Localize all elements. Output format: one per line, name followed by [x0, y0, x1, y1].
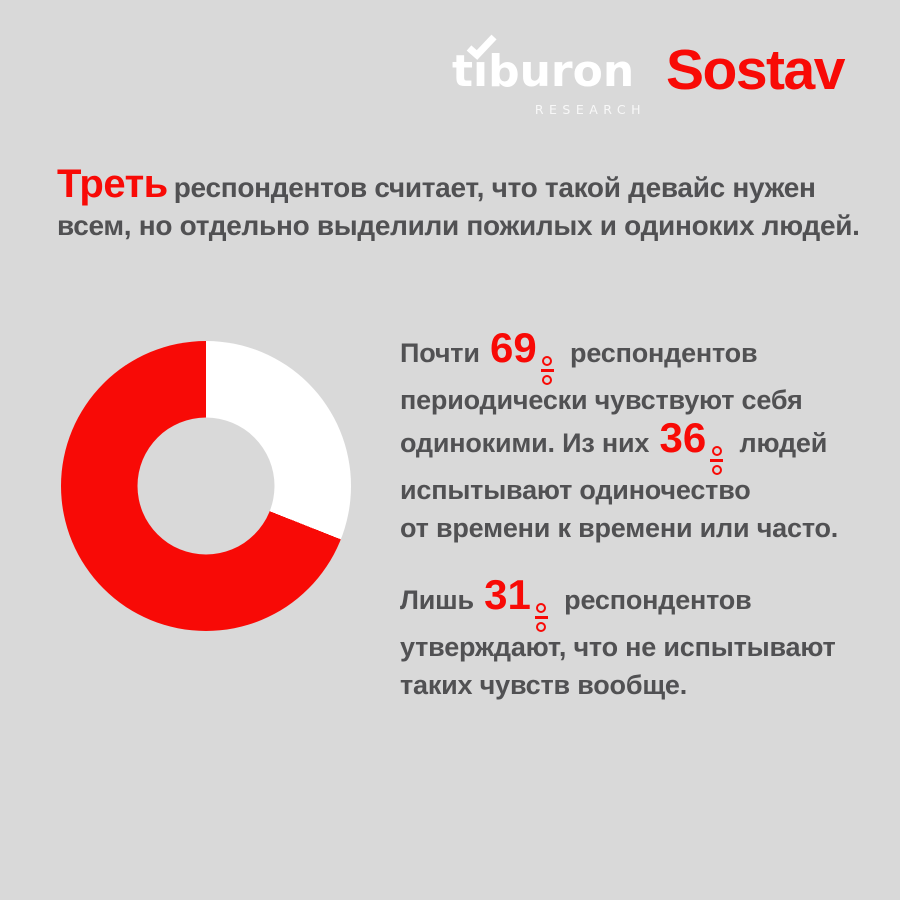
tiburon-logo: [452, 46, 648, 120]
stat-number-31: 31: [484, 571, 531, 618]
tiburon-wordmark: tıburon: [452, 46, 635, 97]
tiburon-research-label: RESEARCH: [534, 102, 646, 117]
stat-paragraph-1: [400, 324, 880, 547]
percent-icon: [710, 446, 723, 475]
headline: [57, 162, 862, 245]
p2-text: респондентов: [556, 585, 752, 615]
p2-text: таких чувств вообще.: [400, 670, 688, 700]
stat-number-69: 69: [490, 324, 537, 371]
percent-icon: [541, 356, 554, 385]
donut-hole: [138, 418, 275, 555]
stats-column: [400, 324, 880, 704]
p1-text: Почти: [400, 338, 488, 368]
p1-text: респондентов: [562, 338, 758, 368]
p2-text: утверждают, что не испытывают: [400, 632, 836, 662]
p1-text: людей: [732, 428, 828, 458]
headline-line2: всем, но отдельно выделили пожилых и одиноких людей.: [57, 210, 860, 241]
p2-text: Лишь: [400, 585, 482, 615]
donut-chart: [61, 341, 351, 631]
sostav-logo: Sostav: [666, 38, 844, 102]
stat-paragraph-2: [400, 571, 880, 704]
p1-text: одинокими. Из них: [400, 428, 657, 458]
stat-number-36: 36: [659, 414, 707, 461]
percent-icon: [535, 603, 548, 632]
p1-text: периодически чувствуют себя: [400, 385, 803, 415]
headline-highlight: Треть: [57, 162, 168, 206]
p1-text: от времени к времени или часто.: [400, 513, 839, 543]
p1-text: испытывают одиночество: [400, 475, 751, 505]
headline-rest-line1: респондентов считает, что такой девайс нужен: [173, 172, 816, 203]
checkmark-icon: [465, 34, 498, 60]
